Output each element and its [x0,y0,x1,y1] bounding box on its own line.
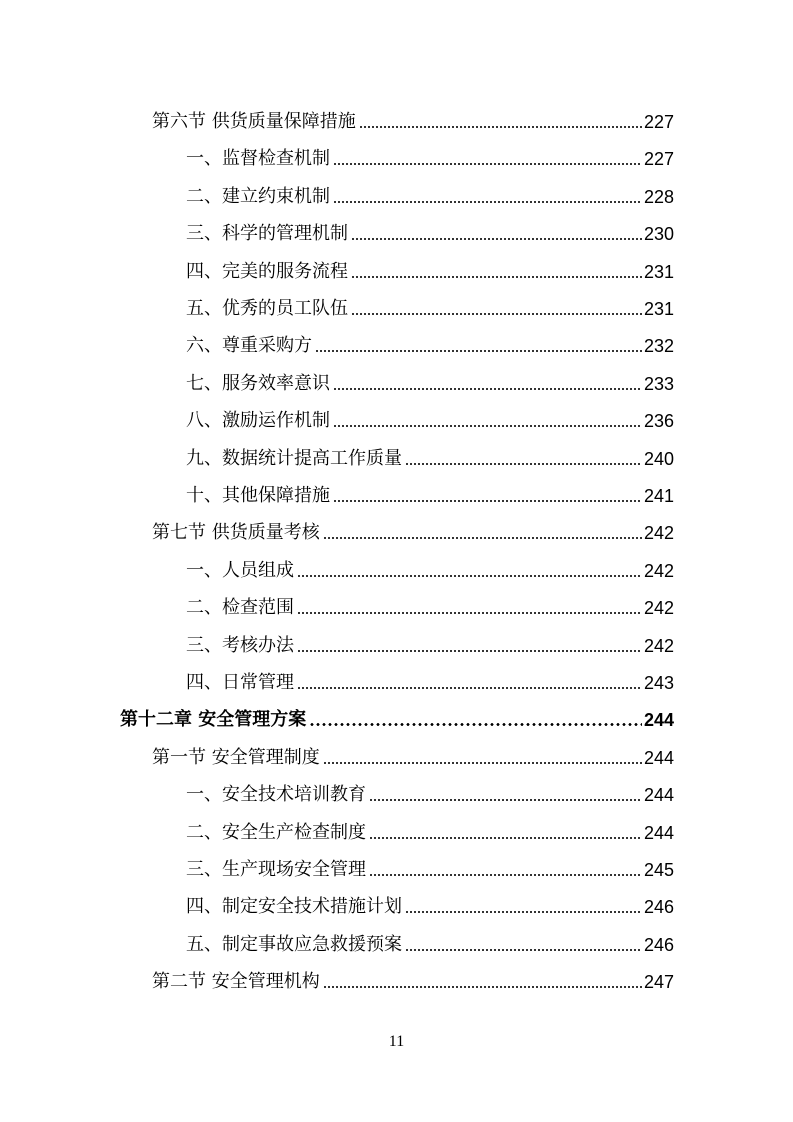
toc-entry-page: 230 [643,224,674,245]
toc-entry-label: 一、安全技术培训教育 [186,784,366,806]
toc-entry-page: 244 [643,747,674,768]
toc-entry-page: 246 [643,934,674,955]
toc-entry[interactable] [186,440,674,470]
toc-entry-page: 240 [643,448,674,469]
toc-entry-label: 三、考核办法 [186,634,294,656]
toc-entry[interactable] [186,814,674,844]
toc-entry-page: 227 [643,112,674,132]
dot-leader [333,201,642,203]
toc-entry-label: 十、其他保障措施 [186,485,330,506]
toc-entry-page: 233 [643,373,674,394]
toc-entry-label: 二、安全生产检查制度 [186,821,366,843]
toc-entry-label: 一、人员组成 [186,559,294,581]
toc-entry[interactable] [186,664,674,694]
toc-entry-page: 244 [643,822,674,843]
toc-entry-label: 四、日常管理 [186,672,294,693]
dot-leader [405,463,642,465]
toc-entry-label: 八、激励运作机制 [186,410,330,432]
toc-entry-label: 四、制定安全技术措施计划 [186,896,402,918]
dot-leader [297,687,642,689]
toc-entry[interactable] [152,963,674,993]
toc-entry[interactable] [186,178,674,208]
toc-entry-label: 五、优秀的员工队伍 [186,298,348,319]
toc-entry-page: 232 [643,336,674,357]
toc-entry[interactable] [186,215,674,245]
toc-entry-label: 二、建立约束机制 [186,185,330,207]
toc-entry[interactable] [186,140,674,170]
dot-leader [297,650,642,652]
toc-entry-label: 第十二章 安全管理方案 [120,709,307,731]
toc-entry-page: 242 [643,598,674,619]
toc-entry-page: 231 [643,299,674,319]
toc-entry[interactable] [186,402,674,432]
toc-entry-label: 三、生产现场安全管理 [186,859,366,880]
toc-entry[interactable] [186,888,674,918]
toc-entry-label: 第一节 安全管理制度 [152,746,320,768]
toc-entry[interactable] [120,701,674,731]
toc-entry-page: 236 [643,411,674,432]
dot-leader [333,388,642,390]
page-number: 11 [388,1033,405,1050]
toc-entry-page: 244 [643,785,674,806]
dot-leader [297,612,642,614]
toc-entry-page: 242 [643,560,674,581]
toc-entry-page: 243 [643,673,674,693]
toc-entry[interactable] [186,552,674,582]
toc-entry[interactable] [186,477,674,507]
toc-entry-page: 231 [643,261,674,282]
toc-entry-page: 245 [643,860,674,880]
dot-leader [297,575,642,577]
dot-leader [369,874,642,876]
toc-entry[interactable] [186,851,674,881]
toc-entry[interactable] [186,627,674,657]
toc-entry-page: 242 [643,635,674,656]
toc-entry-page: 247 [643,972,674,993]
toc-entry[interactable] [186,327,674,357]
toc-entry-page: 246 [643,897,674,918]
toc-entry[interactable] [186,253,674,283]
toc-entry-label: 五、制定事故应急救援预案 [186,933,402,955]
dot-leader [351,276,642,278]
toc-entry-label: 第七节 供货质量考核 [152,522,320,544]
toc-entry-page: 242 [643,523,674,544]
dot-leader [315,350,642,352]
dot-leader [323,986,642,988]
dot-leader [369,837,642,839]
toc-entry-label: 二、检查范围 [186,597,294,619]
toc-entry[interactable] [152,514,674,544]
dot-leader [351,238,642,240]
toc-entry-label: 一、监督检查机制 [186,148,330,170]
toc-entry[interactable] [152,739,674,769]
dot-leader [333,500,642,502]
dot-leader [351,313,642,315]
dot-leader [369,799,642,801]
toc-entry-label: 第六节 供货质量保障措施 [152,111,356,132]
toc-entry-page: 241 [643,486,674,506]
toc-entry-page: 244 [643,710,674,731]
dot-leader [309,723,642,726]
toc-entry-label: 四、完美的服务流程 [186,260,348,282]
dot-leader [323,537,642,539]
dot-leader [323,762,642,764]
toc-entry-label: 第二节 安全管理机构 [152,971,320,993]
toc-entry-label: 三、科学的管理机制 [186,223,348,245]
toc-entry-page: 228 [643,186,674,207]
toc-entry[interactable] [186,589,674,619]
dot-leader [359,126,642,128]
toc-entry[interactable] [186,365,674,395]
toc-entry[interactable] [152,103,674,133]
toc-entry-label: 七、服务效率意识 [186,372,330,394]
toc-entry-label: 六、尊重采购方 [186,335,312,357]
dot-leader [405,911,642,913]
toc-entry-page: 227 [643,149,674,170]
dot-leader [333,425,642,427]
toc-entry-label: 九、数据统计提高工作质量 [186,447,402,469]
toc-entry[interactable] [186,926,674,956]
dot-leader [405,949,642,951]
toc-entry[interactable] [186,776,674,806]
toc-entry[interactable] [186,290,674,320]
dot-leader [333,163,642,165]
